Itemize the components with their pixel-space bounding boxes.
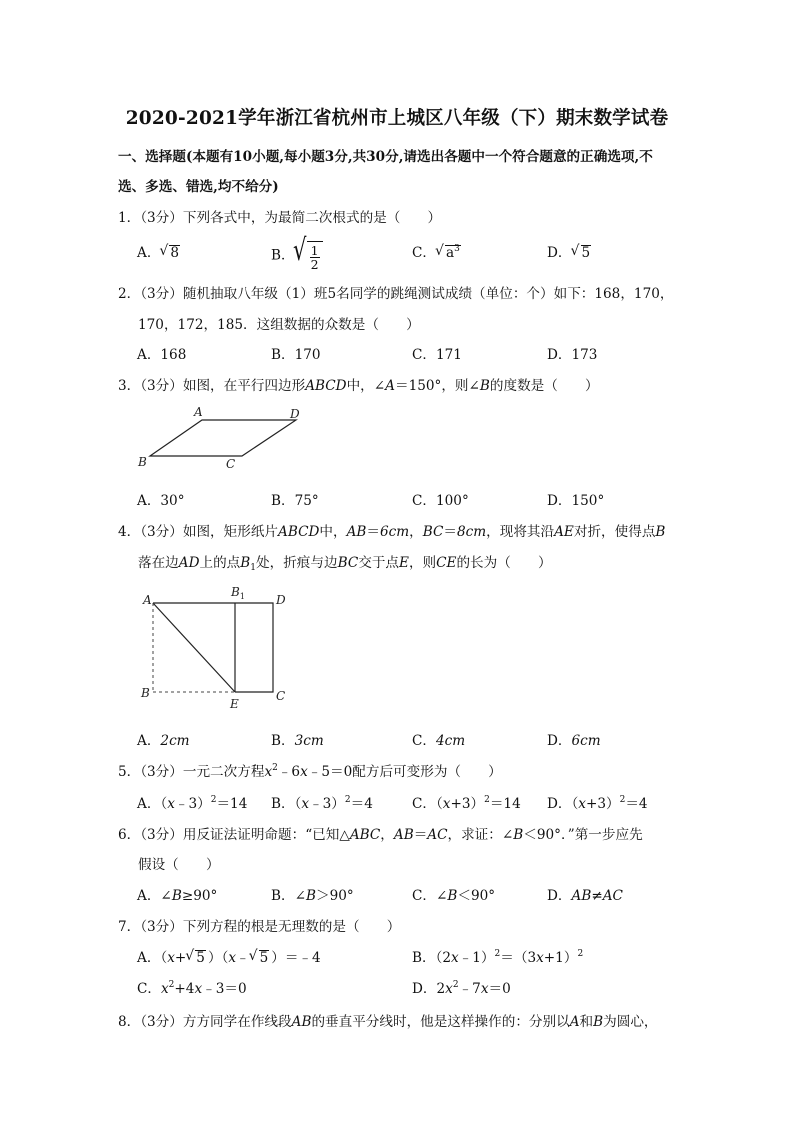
q6-option-a: A．∠B≥90° xyxy=(137,888,218,904)
label-e: E xyxy=(230,697,239,711)
question-4-line2: 落在边AD上的点$B_1$处，折痕与边BC交于点E，则CE的长为（ ） xyxy=(138,555,552,573)
section-heading-line2: 选、多选、错选,均不给分) xyxy=(118,179,279,195)
parallelogram-shape xyxy=(150,420,296,456)
section-heading xyxy=(118,142,688,202)
question-2-line1: 2．（3分）随机抽取八年级（1）班5名同学的跳绳测试成绩（单位：个）如下：168，170， xyxy=(118,286,674,302)
q1-option-b: B． √ $\frac{1}{2}$ xyxy=(271,241,323,271)
q7-option-c: C．$x^2+4x﹣3=0$ xyxy=(137,980,247,997)
q2-option-b: B．170 xyxy=(271,347,321,363)
q6-option-c: C．∠B＜90° xyxy=(412,888,496,904)
q5-option-d: D．$(x+3)^2=4$ xyxy=(547,795,648,812)
rectangle-fold-figure xyxy=(135,582,305,712)
sqrt-symbol: √ 5 xyxy=(250,950,270,966)
question-7-text: 7．（3分）下列方程的根是无理数的是（ ） xyxy=(118,919,401,935)
sqrt-fraction: √ $\frac{1}{2}$ xyxy=(295,241,323,271)
q1-option-a: A．√ 8 xyxy=(137,241,182,261)
q7-option-d: D．$2x^2﹣7x=0$ xyxy=(412,980,511,997)
question-2-line2: 170，172，185．这组数据的众数是（ ） xyxy=(138,317,420,333)
q1-option-d: D．√ 5 xyxy=(547,241,593,261)
question-6-line1: 6．（3分）用反证法证明命题：“已知△ABC，AB＝AC，求证：∠B＜90°．”第一步应先 xyxy=(118,827,643,843)
label-b1: $B_1$ xyxy=(231,585,245,601)
question-8-text: 8．（3分）方方同学在作线段AB的垂直平分线时，他是这样操作的：分别以A和B为圆心， xyxy=(118,1014,658,1030)
q2-option-c: C．171 xyxy=(412,347,462,363)
q5-option-a: A．（x﹣3）$^2$＝14 xyxy=(137,795,248,812)
label-d: D xyxy=(276,593,286,607)
q4-option-c: C．4cm xyxy=(412,733,466,749)
crease-ae xyxy=(153,603,235,692)
sqrt-symbol: √ 5 xyxy=(186,950,206,966)
q6-option-d: D．AB≠AC xyxy=(547,888,623,904)
label-a: A xyxy=(194,405,203,419)
q2-option-a: A．168 xyxy=(137,347,187,363)
section-heading-line1: 一、选择题(本题有10小题,每小题3分,共30分,请选出各题中一个符合题意的正确选项,不 xyxy=(118,149,653,165)
question-6-line2: 假设（ ） xyxy=(138,857,220,873)
q4-option-a: A．2cm xyxy=(137,733,190,749)
q3-option-a: A．30° xyxy=(137,493,185,509)
q7-option-a: A．（x+√ 5 ）（x﹣√ 5 ）＝﹣4 xyxy=(137,946,321,966)
q4-option-d: D．6cm xyxy=(547,733,601,749)
q1-option-c: C．√ $a^3$ xyxy=(412,241,463,261)
label-a: A xyxy=(143,593,152,607)
parallelogram-figure xyxy=(130,400,320,475)
question-5-text: 5．（3分）一元二次方程$x^2﹣6x﹣5=0$配方后可变形为（ ） xyxy=(118,763,502,780)
q7-option-b: B．$(2x﹣1)^2=(3x+1)^2$ xyxy=(412,949,584,966)
q3-option-c: C．100° xyxy=(412,493,469,509)
sqrt-symbol: √ 8 xyxy=(160,245,180,261)
q3-option-d: D．150° xyxy=(547,493,605,509)
q6-option-b: B．∠B＞90° xyxy=(271,888,354,904)
q3-option-b: B．75° xyxy=(271,493,319,509)
page-title: 2020-2021学年浙江省杭州市上城区八年级（下）期末数学试卷 xyxy=(125,108,669,129)
q2-option-d: D．173 xyxy=(547,347,598,363)
label-c: C xyxy=(276,689,286,703)
sqrt-symbol: √ $a^3$ xyxy=(436,245,461,261)
label-b: B xyxy=(138,455,147,469)
question-3-text: 3．（3分）如图，在平行四边形ABCD中，∠A＝150°，则∠B的度数是（ ） xyxy=(118,378,599,394)
sqrt-symbol: √ 5 xyxy=(572,245,592,261)
q5-option-b: B．（x﹣3）$^2$＝4 xyxy=(271,795,373,812)
question-1-text: 1．（3分）下列各式中，为最简二次根式的是（ ） xyxy=(118,210,442,226)
label-d: D xyxy=(290,407,300,421)
label-c: C xyxy=(226,457,236,471)
question-4-line1: 4．（3分）如图，矩形纸片ABCD中，AB＝6cm，BC＝8cm，现将其沿AE对折，使得点B xyxy=(118,524,666,540)
label-b: B xyxy=(141,686,150,700)
q5-option-c: C．$(x+3)^2=14$ xyxy=(412,795,521,812)
rectangle-outline xyxy=(153,603,273,692)
q4-option-b: B．3cm xyxy=(271,733,324,749)
